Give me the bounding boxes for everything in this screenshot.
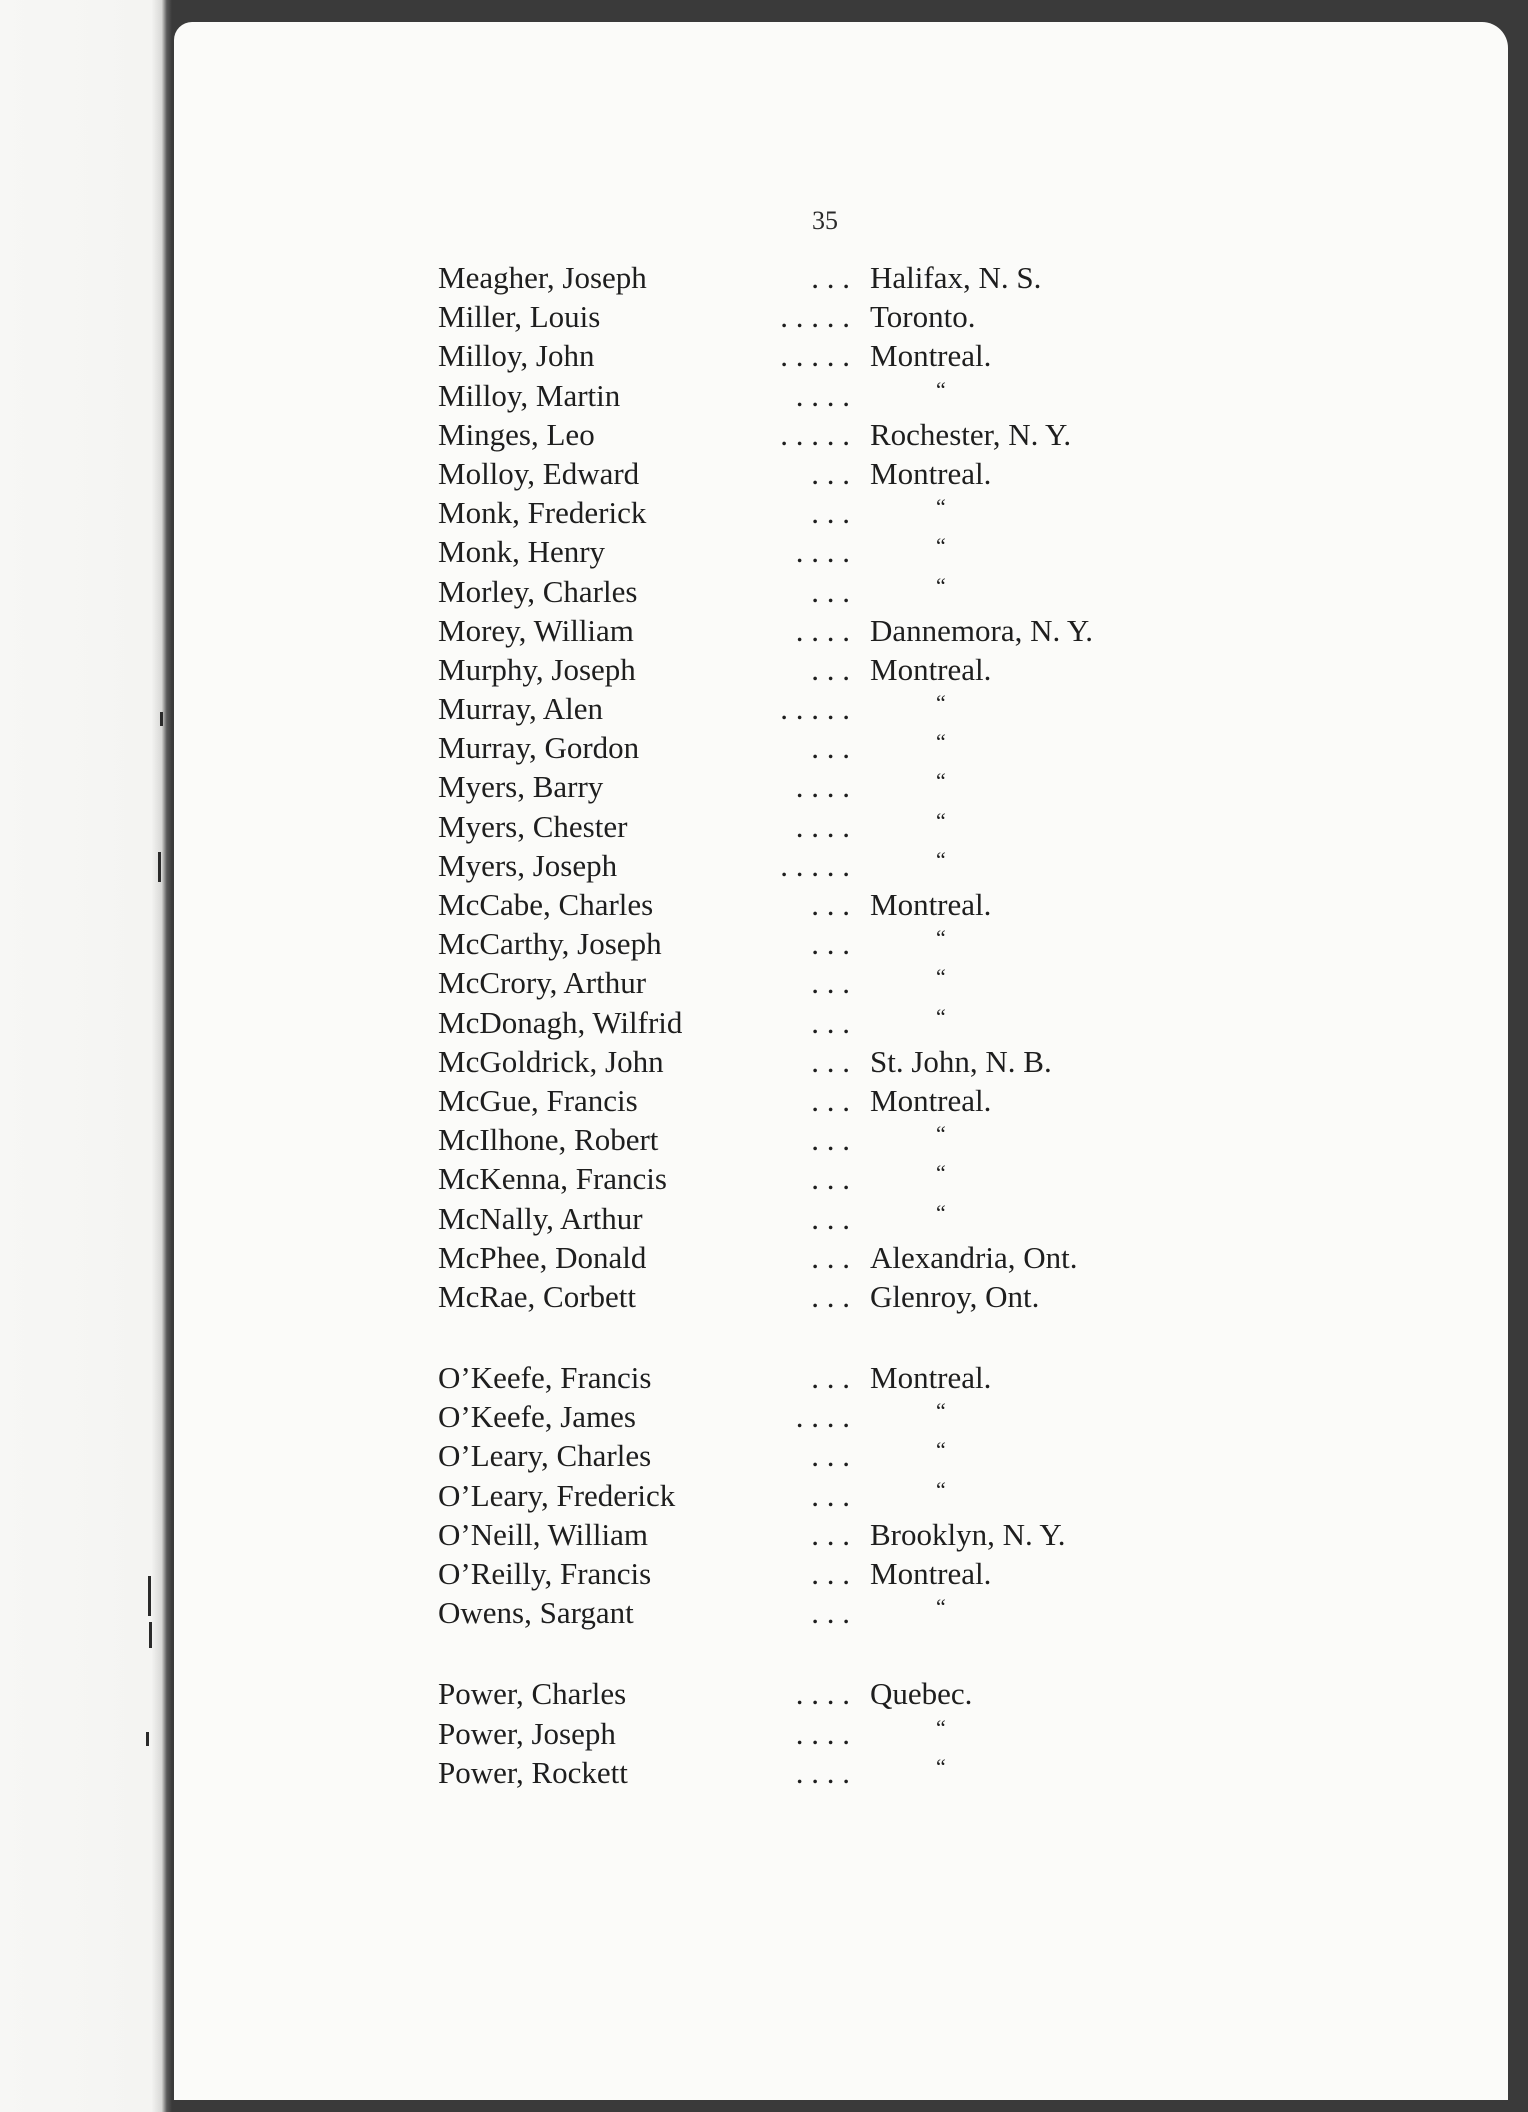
roster-entry — [438, 1042, 1198, 1081]
entry-name: Power, Joseph — [438, 1715, 616, 1751]
entry-place: Montreal. — [870, 1360, 992, 1396]
entry-place: “ — [936, 1121, 946, 1147]
entry-place: Montreal. — [870, 887, 992, 922]
entry-place: “ — [936, 494, 946, 520]
roster-entry — [438, 807, 1198, 846]
entry-name: McNally, Arthur — [438, 1200, 643, 1236]
roster-entry — [438, 1120, 1198, 1159]
entry-name: McCabe, Charles — [438, 887, 654, 922]
roster-entry — [438, 297, 1198, 336]
entry-name: Murray, Gordon — [438, 730, 640, 766]
entry-name: Morey, William — [438, 612, 634, 648]
entry-name: Meagher, Joseph — [438, 260, 647, 295]
entry-place: Montreal. — [870, 338, 992, 374]
entry-place: “ — [936, 807, 946, 833]
roster-entry — [438, 1159, 1198, 1198]
roster-entry — [438, 415, 1198, 454]
roster-entry — [438, 728, 1198, 767]
entry-name: McGoldrick, John — [438, 1043, 664, 1079]
entry-leader-dots: . . . — [811, 1082, 850, 1118]
entry-leader-dots: . . . — [811, 651, 850, 687]
entry-place: Alexandria, Ont. — [870, 1239, 1078, 1275]
entry-place: “ — [936, 1714, 946, 1740]
roster-entry — [438, 767, 1198, 806]
entry-leader-dots: . . . . — [795, 534, 850, 570]
entry-place: “ — [936, 1398, 946, 1424]
entry-name: O’Leary, Charles — [438, 1438, 652, 1474]
entry-leader-dots: . . . . . — [780, 847, 850, 883]
entry-leader-dots: . . . — [811, 1360, 850, 1396]
entry-place: Glenroy, Ont. — [870, 1278, 1040, 1314]
binding-mark — [148, 1576, 151, 1616]
binding-mark — [158, 852, 161, 882]
entry-place: Montreal. — [870, 651, 992, 687]
entry-leader-dots: . . . — [811, 926, 850, 962]
roster-entry — [438, 1593, 1198, 1632]
entry-name: McRae, Corbett — [438, 1278, 637, 1314]
entry-name: Myers, Chester — [438, 808, 628, 844]
section-gap — [438, 1632, 1198, 1674]
entry-leader-dots: . . . — [811, 730, 850, 766]
roster-section — [438, 1358, 1198, 1632]
entry-leader-dots: . . . . — [795, 1676, 850, 1712]
entry-leader-dots: . . . — [811, 1004, 850, 1040]
entry-place: “ — [936, 925, 946, 951]
entry-name: O’Neill, William — [438, 1516, 648, 1552]
entry-name: Minges, Leo — [438, 416, 595, 452]
entry-name: McCrory, Arthur — [438, 965, 647, 1001]
entry-leader-dots: . . . . — [795, 1399, 850, 1435]
roster-entry — [438, 885, 1198, 924]
roster-entry — [438, 376, 1198, 415]
roster-entry — [438, 1515, 1198, 1554]
entry-leader-dots: . . . — [811, 1043, 850, 1079]
entry-place: “ — [936, 768, 946, 794]
entry-leader-dots: . . . . — [795, 1715, 850, 1751]
student-roster — [438, 258, 1198, 1792]
entry-place: Rochester, N. Y. — [870, 416, 1072, 452]
entry-leader-dots: . . . — [811, 1595, 850, 1631]
roster-entry — [438, 1003, 1198, 1042]
entry-leader-dots: . . . . — [795, 377, 850, 413]
entry-leader-dots: . . . — [811, 1516, 850, 1552]
roster-entry — [438, 689, 1198, 728]
entry-place: “ — [936, 846, 946, 872]
entry-leader-dots: . . . — [811, 1161, 850, 1197]
entry-place: Dannemora, N. Y. — [870, 612, 1093, 648]
entry-name: Monk, Henry — [438, 534, 606, 570]
entry-place: “ — [936, 572, 946, 598]
section-gap — [438, 1316, 1198, 1358]
entry-name: O’Keefe, Francis — [438, 1360, 652, 1396]
left-page-edge — [0, 0, 172, 2112]
roster-entry — [438, 1081, 1198, 1120]
roster-entry — [438, 1358, 1198, 1397]
entry-name: Miller, Louis — [438, 299, 601, 335]
entry-leader-dots: . . . — [811, 1556, 850, 1591]
entry-place: Montreal. — [870, 1082, 992, 1118]
binding-mark — [160, 712, 163, 726]
entry-leader-dots: . . . . . — [780, 416, 850, 452]
binding-mark — [146, 1732, 149, 1746]
page-number: 35 — [812, 206, 838, 235]
entry-leader-dots: . . . — [811, 887, 850, 922]
entry-leader-dots: . . . — [811, 260, 850, 295]
entry-name: Myers, Barry — [438, 769, 604, 805]
roster-entry — [438, 572, 1198, 611]
entry-name: Owens, Sargant — [438, 1595, 634, 1631]
entry-leader-dots: . . . — [811, 455, 850, 491]
entry-leader-dots: . . . — [811, 1438, 850, 1474]
entry-name: Murray, Alen — [438, 691, 604, 727]
entry-place: “ — [936, 1160, 946, 1186]
entry-name: Milloy, Martin — [438, 377, 621, 413]
entry-name: O’Leary, Frederick — [438, 1477, 676, 1513]
entry-place: “ — [936, 376, 946, 402]
roster-entry — [438, 611, 1198, 650]
entry-name: O’Keefe, James — [438, 1399, 636, 1435]
entry-leader-dots: . . . — [811, 1278, 850, 1314]
entry-name: Morley, Charles — [438, 573, 638, 609]
roster-section — [438, 258, 1198, 1316]
entry-place: “ — [936, 1199, 946, 1225]
entry-name: Molloy, Edward — [438, 455, 640, 491]
roster-entry — [438, 454, 1198, 493]
roster-entry — [438, 1476, 1198, 1515]
entry-place: Quebec. — [870, 1676, 973, 1712]
entry-place: “ — [936, 729, 946, 755]
entry-leader-dots: . . . . . — [780, 299, 850, 335]
entry-name: McCarthy, Joseph — [438, 926, 662, 962]
entry-leader-dots: . . . — [811, 1122, 850, 1158]
entry-place: “ — [936, 1003, 946, 1029]
roster-entry — [438, 1674, 1198, 1713]
roster-entry — [438, 963, 1198, 1002]
entry-leader-dots: . . . . — [795, 1754, 850, 1790]
entry-place: “ — [936, 690, 946, 716]
roster-entry — [438, 924, 1198, 963]
roster-entry — [438, 1714, 1198, 1753]
entry-name: Milloy, John — [438, 338, 595, 374]
entry-name: McIlhone, Robert — [438, 1122, 659, 1158]
entry-leader-dots: . . . — [811, 1477, 850, 1513]
roster-entry — [438, 1199, 1198, 1238]
entry-leader-dots: . . . . — [795, 612, 850, 648]
entry-name: McDonagh, Wilfrid — [438, 1004, 683, 1040]
entry-place: St. John, N. B. — [870, 1043, 1052, 1079]
roster-entry — [438, 1277, 1198, 1316]
entry-leader-dots: . . . — [811, 573, 850, 609]
entry-place: “ — [936, 1437, 946, 1463]
entry-place: Montreal. — [870, 1556, 992, 1591]
entry-leader-dots: . . . . . — [780, 338, 850, 374]
roster-entry — [438, 336, 1198, 375]
entry-place: “ — [936, 964, 946, 990]
entry-leader-dots: . . . . — [795, 808, 850, 844]
roster-entry — [438, 1753, 1198, 1792]
binding-mark — [149, 1622, 152, 1648]
roster-entry — [438, 1238, 1198, 1277]
entry-leader-dots: . . . — [811, 1200, 850, 1236]
entry-name: Murphy, Joseph — [438, 651, 636, 687]
entry-name: McPhee, Donald — [438, 1239, 647, 1275]
roster-entry — [438, 846, 1198, 885]
entry-place: Halifax, N. S. — [870, 260, 1042, 295]
roster-entry — [438, 258, 1198, 297]
roster-entry — [438, 1554, 1198, 1593]
entry-place: “ — [936, 1753, 946, 1779]
entry-name: Power, Rockett — [438, 1754, 628, 1790]
roster-section — [438, 1674, 1198, 1792]
roster-entry — [438, 1397, 1198, 1436]
entry-place: “ — [936, 1476, 946, 1502]
entry-leader-dots: . . . . . — [780, 691, 850, 727]
roster-entry — [438, 532, 1198, 571]
entry-leader-dots: . . . . — [795, 769, 850, 805]
entry-name: Myers, Joseph — [438, 847, 618, 883]
entry-name: McGue, Francis — [438, 1082, 638, 1118]
entry-name: McKenna, Francis — [438, 1161, 667, 1197]
entry-place: “ — [936, 533, 946, 559]
entry-place: Montreal. — [870, 455, 992, 491]
entry-name: Monk, Frederick — [438, 495, 647, 531]
entry-name: O’Reilly, Francis — [438, 1556, 652, 1591]
entry-name: Power, Charles — [438, 1676, 627, 1712]
roster-entry — [438, 650, 1198, 689]
entry-leader-dots: . . . — [811, 1239, 850, 1275]
entry-place: Toronto. — [870, 299, 976, 335]
entry-place: “ — [936, 1594, 946, 1620]
entry-leader-dots: . . . — [811, 965, 850, 1001]
roster-entry — [438, 1436, 1198, 1475]
entry-leader-dots: . . . — [811, 495, 850, 531]
roster-entry — [438, 493, 1198, 532]
entry-place: Brooklyn, N. Y. — [870, 1516, 1066, 1552]
